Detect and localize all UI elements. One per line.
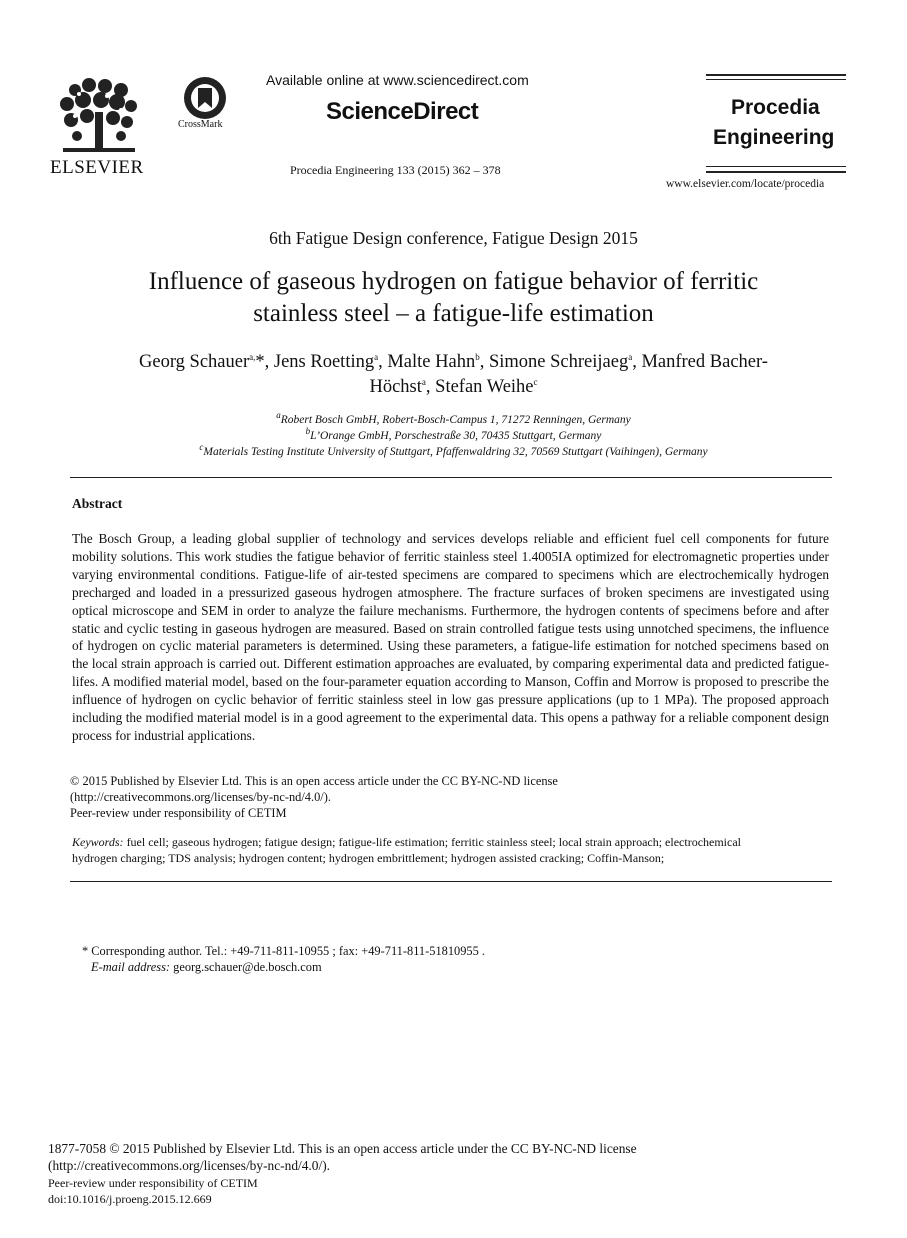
- peer-review-note: Peer-review under responsibility of CETIM: [70, 806, 287, 820]
- email-line: [91, 960, 322, 975]
- crossmark-icon[interactable]: [183, 76, 227, 120]
- author-affil-mark: c: [533, 376, 538, 387]
- footer-license-link[interactable]: (http://creativecommons.org/licenses/by-nc-nd/4.0/).: [48, 1158, 331, 1173]
- available-online-link[interactable]: Available online at www.sciencedirect.com: [266, 72, 529, 88]
- affiliation-mark: b: [305, 426, 311, 437]
- author-name: , Stefan Weihe: [425, 377, 534, 397]
- email-address[interactable]: georg.schauer@de.bosch.com: [170, 960, 322, 974]
- affiliation-mark: a: [276, 410, 281, 421]
- author-name: Georg Schauer: [139, 352, 250, 372]
- author-affil-mark: a: [628, 351, 633, 362]
- abstract-bottom-rule: [70, 881, 832, 882]
- author-affil-mark: b: [475, 351, 480, 362]
- conference-name: 6th Fatigue Design conference, Fatigue Design 2015: [269, 228, 638, 248]
- journal-url-link[interactable]: www.elsevier.com/locate/procedia: [666, 178, 825, 190]
- article-title-line2: stainless steel – a fatigue-life estimation: [253, 300, 654, 327]
- author-name: , Manfred Bacher-: [632, 352, 768, 372]
- affiliation-a: [0, 410, 907, 426]
- affiliation-text: Robert Bosch GmbH, Robert-Bosch-Campus 1, 71272 Renningen, Germany: [280, 414, 631, 426]
- keywords-line2: hydrogen charging; TDS analysis; hydrogen content; hydrogen embrittlement; hydrogen assisted cracking; Coffin-Manson;: [72, 851, 665, 865]
- elsevier-tree-logo: [55, 76, 143, 156]
- article-title-line1: Influence of gaseous hydrogen on fatigue behavior of ferritic: [148, 268, 759, 295]
- journal-box-top-rule-thin: [706, 79, 846, 80]
- affiliation-b: [0, 426, 907, 442]
- crossmark-label: CrossMark: [178, 119, 223, 130]
- copyright-line1: © 2015 Published by Elsevier Ltd. This is an open access article under the CC BY-NC-ND license: [70, 774, 558, 788]
- journal-name-line1: Procedia: [731, 96, 820, 119]
- author-list-line1: [0, 352, 907, 373]
- keywords-line1: [72, 835, 741, 850]
- keywords-label: Keywords:: [72, 835, 124, 849]
- email-label: E-mail address:: [91, 960, 171, 974]
- keywords-text: fuel cell; gaseous hydrogen; fatigue design; fatigue-life estimation; ferritic stainless steel; local strain approach; electrochemical: [123, 835, 741, 849]
- footer-license-line: 1877-7058 © 2015 Published by Elsevier Ltd. This is an open access article under the CC BY-NC-ND license: [48, 1141, 637, 1156]
- sciencedirect-logo: ScienceDirect: [326, 98, 479, 125]
- abstract-heading: Abstract: [72, 496, 123, 511]
- publisher-logo-text: ELSEVIER: [50, 157, 144, 178]
- affiliation-text: L’Orange GmbH, Porschestraße 30, 70435 Stuttgart, Germany: [310, 430, 602, 442]
- journal-box-bottom-rule-thick: [706, 171, 846, 173]
- license-link[interactable]: (http://creativecommons.org/licenses/by-nc-nd/4.0/).: [70, 790, 331, 804]
- author-name: , Simone Schreijaeg: [479, 352, 629, 372]
- author-affil-mark: a,: [249, 351, 256, 362]
- corresponding-star: *,: [255, 352, 274, 372]
- journal-name-line2: Engineering: [713, 126, 835, 149]
- affiliation-text: Materials Testing Institute University of Stuttgart, Pfaffenwaldring 32, 70569 Stuttgart (Vaihingen), Germany: [203, 446, 708, 458]
- author-affil-mark: a: [421, 376, 426, 387]
- journal-citation: Procedia Engineering 133 (2015) 362 – 378: [290, 163, 501, 177]
- abstract-body: The Bosch Group, a leading global supplier of technology and services develops reliable and efficient fuel cell components for future mobility solutions. This work studies the fatigue behavior of ferritic stainless steel 1.4005IA optimized for electromagnetic properties under varying environmental conditions. Fatigue-life of air-tested specimens are compared to specimens which are electrochemically hydrogen precharged and loaded in a pressurized gaseous hydrogen atmosphere. The fracture surfaces of broken specimens are investigated using optical microscope and SEM in order to analyze the failure mechanisms. Furthermore, the hydrogen contents of specimens before and after static and cyclic testing in gaseous hydrogen are measured. Based on strain controlled fatigue tests using unnotched specimens, the influence of hydrogen on cyclic material parameters is determined. Using these parameters, a fatigue-life estimation for notched specimens based on the local strain approach is carried out. Different estimation approaches are evaluated, by comparing experimental data and predicted fatigue-lifes. A modified material model, based on the four-parameter equation according to Manson, Coffin and Morrow is proposed to prescribe the influence of hydrogen on cyclic behavior of ferritic stainless steel in low gas pressure applications (up to 1 MPa). The proposed approach including the modified material model is in a good agreement to the experimental data. This opens a pathway for a reliable component design process for industrial applications.: [72, 531, 829, 743]
- affiliation-c: [0, 442, 907, 458]
- author-affil-mark: a: [374, 351, 379, 362]
- author-name: Höchst: [369, 377, 422, 397]
- journal-box-bottom-rule: [706, 166, 846, 167]
- affiliation-mark: c: [199, 442, 204, 453]
- abstract-top-rule: [70, 477, 832, 478]
- author-name: Jens Roetting: [273, 352, 375, 372]
- author-name: , Malte Hahn: [378, 352, 476, 372]
- footer-peer-review: Peer-review under responsibility of CETIM: [48, 1176, 258, 1190]
- corresponding-author-note: * Corresponding author. Tel.: +49-711-811-10955 ; fax: +49-711-811-51810955 .: [82, 944, 486, 958]
- journal-box-top-rule: [706, 74, 846, 76]
- author-list-line2: [0, 377, 907, 398]
- footer-doi[interactable]: doi:10.1016/j.proeng.2015.12.669: [48, 1192, 212, 1206]
